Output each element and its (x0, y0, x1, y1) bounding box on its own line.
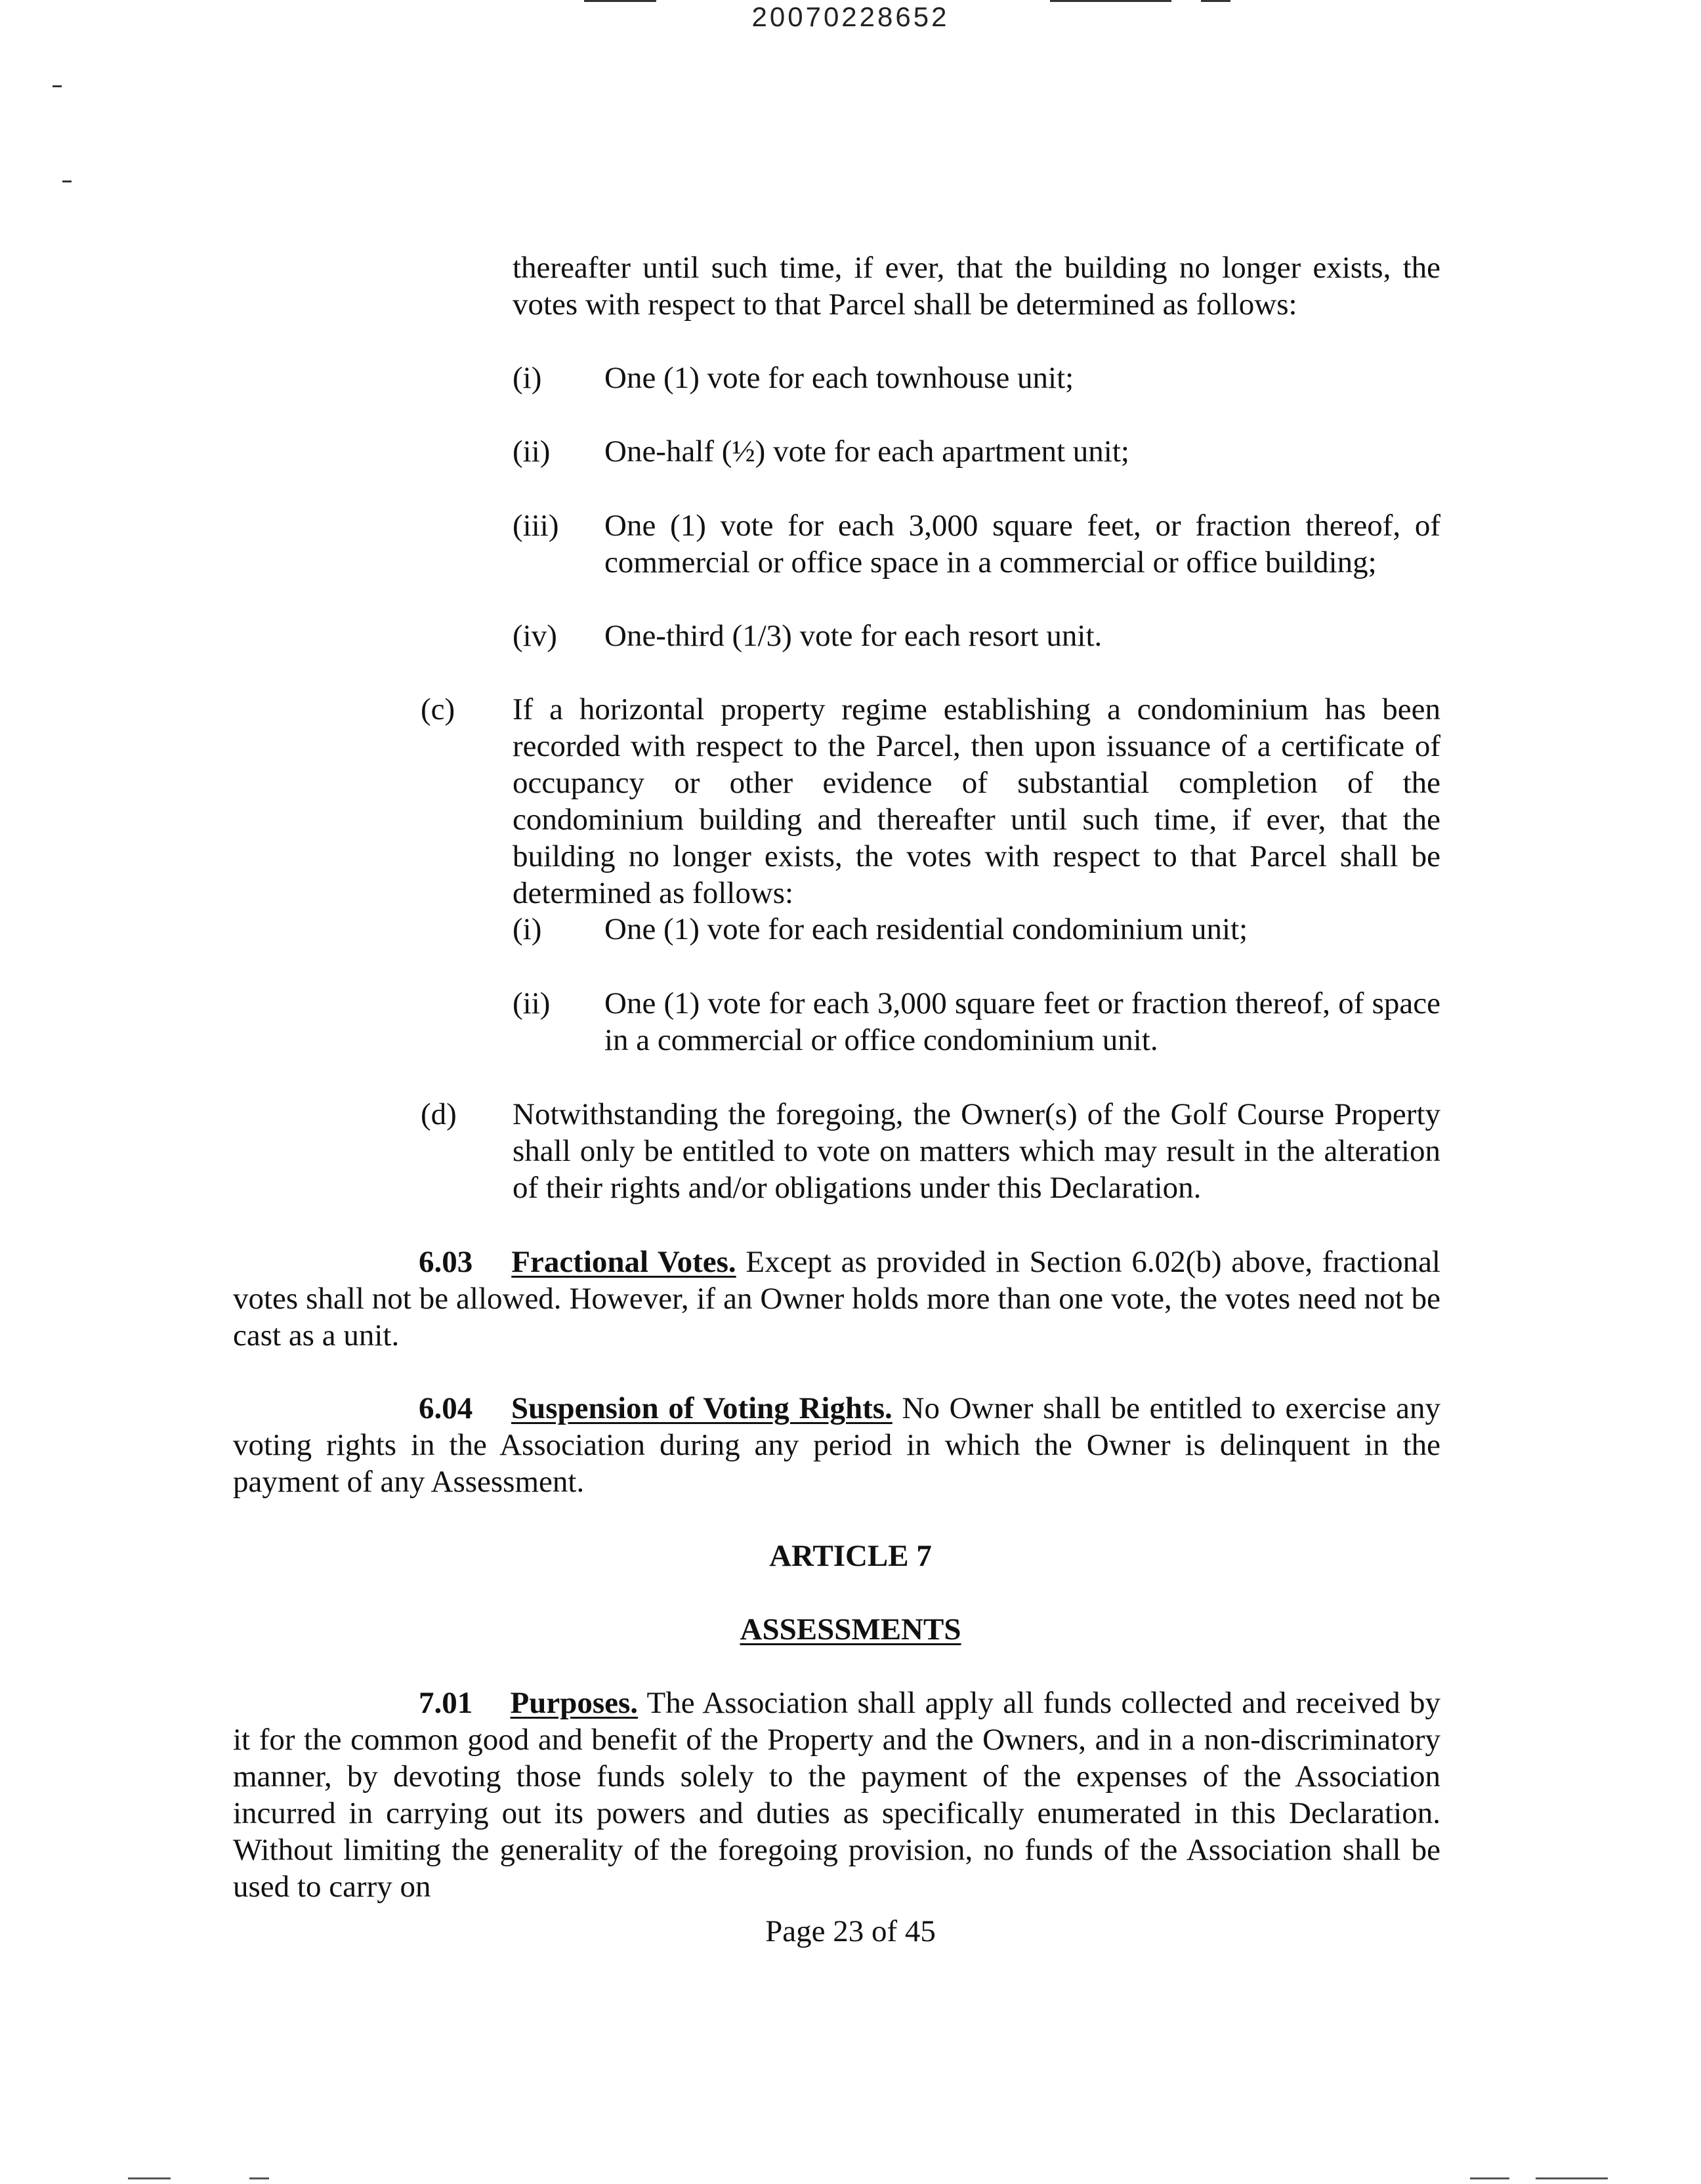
footer-rule (1536, 2177, 1608, 2179)
footer-rule (1470, 2177, 1509, 2179)
section-d-text: Notwithstanding the foregoing, the Owner(s) of the Golf Course Property shall only be entitled to vote on matters which may result in the alteration of their rights and/or obligations under this Declaration. (513, 1097, 1440, 1205)
section-7-01 (233, 1685, 1440, 1905)
page-number: Page 23 of 45 (765, 1914, 936, 1948)
item-label: (i) (513, 912, 542, 946)
section-6-03 (233, 1244, 1440, 1354)
section-number: 6.03 (419, 1245, 473, 1279)
section-c-label: (c) (421, 692, 455, 726)
section-c-text: If a horizontal property regime establishing a condominium has been recorded with respect to the Parcel, then upon issuance of a certificate of occupancy or other evidence of substantial completion of the condominium building and thereafter until such time, if ever, that the building no longer exists, the votes with respect to that Parcel shall be determined as follows: (513, 692, 1440, 910)
item-text: One (1) vote for each 3,000 square feet or fraction thereof, of space in a commercial or office condominium unit. (604, 986, 1440, 1057)
item-text: One-half (½) vote for each apartment unit; (604, 434, 1129, 469)
section-heading: Fractional Votes. (511, 1245, 736, 1279)
section-body: No Owner shall be entitled to exercise any voting rights in the Association during any period in which the Owner is delinquent in the payment of any Assessment. (233, 1391, 1441, 1499)
item-label: (ii) (513, 434, 551, 469)
document-number: 20070228652 (751, 1, 950, 32)
footer-rule (128, 2177, 171, 2179)
item-text: One (1) vote for each 3,000 square feet, or fraction thereof, of commercial or office space in a commercial or office building; (604, 509, 1440, 579)
section-d-label: (d) (421, 1097, 457, 1131)
margin-mark (52, 85, 62, 87)
article-title-text: ASSESSMENTS (740, 1612, 961, 1647)
article-number: ARTICLE 7 (769, 1539, 932, 1573)
section-body: Except as provided in Section 6.02(b) above, fractional votes shall not be allowed. However, if an Owner holds more than one vote, the votes need not be cast as a unit. (233, 1245, 1440, 1353)
item-label: (iii) (513, 509, 559, 543)
section-body: The Association shall apply all funds collected and received by it for the common good and benefit of the Property and the Owners, and in a non-discriminatory manner, by devoting those funds solely to the payment of the expenses of the Association incurred in carrying out its powers and duties as specifically enumerated in this Declaration. Without limiting the generality of the foregoing provision, no funds of the Association shall be used to carry on (233, 1686, 1440, 1904)
item-text: One (1) vote for each residential condominium unit; (604, 912, 1248, 946)
item-label: (iv) (513, 619, 557, 653)
section-6-04 (233, 1390, 1440, 1500)
item-label: (ii) (513, 986, 551, 1020)
intro-paragraph: thereafter until such time, if ever, that the building no longer exists, the votes with respect to that Parcel shall be determined as follows: (513, 251, 1440, 322)
section-number: 6.04 (419, 1391, 473, 1425)
section-heading: Purposes. (510, 1686, 639, 1720)
item-text: One (1) vote for each townhouse unit; (604, 361, 1074, 395)
footer-rule (249, 2177, 269, 2179)
item-label: (i) (513, 361, 542, 395)
section-heading: Suspension of Voting Rights. (511, 1391, 892, 1425)
margin-mark (62, 180, 72, 182)
item-text: One-third (1/3) vote for each resort unit. (604, 619, 1102, 653)
article-title (0, 1611, 1701, 1648)
section-number: 7.01 (419, 1686, 473, 1720)
